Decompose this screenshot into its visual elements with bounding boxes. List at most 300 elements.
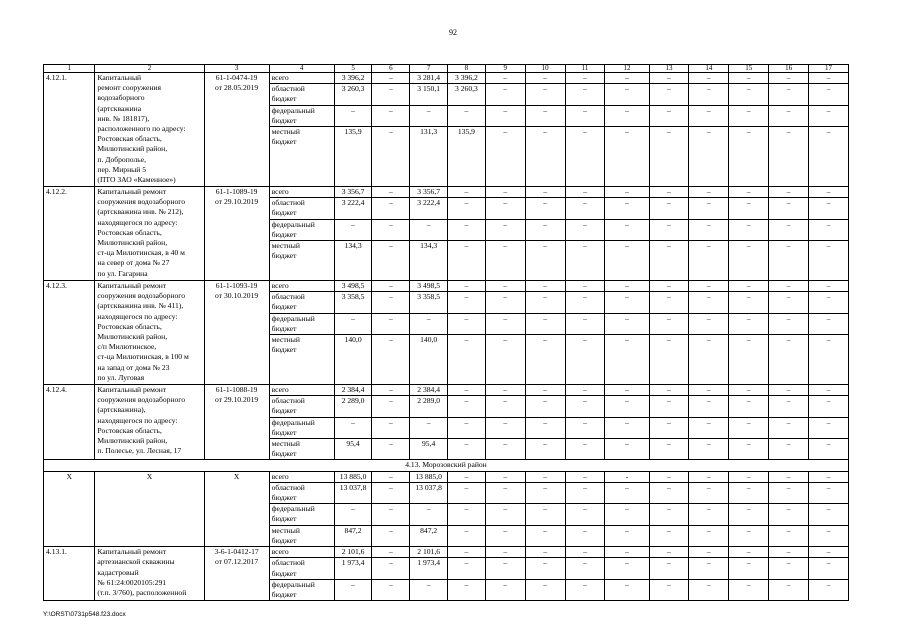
document-ref: 61-1-1089-19 от 29.10.2019 [204,187,269,281]
value-col-12: – [605,187,649,198]
value-col-12: – [605,105,649,126]
value-col-9: – [485,313,525,334]
value-col-8: – [448,579,486,600]
value-col-14: – [689,84,729,105]
value-col-14: – [689,73,729,84]
value-col-5: 13 037,8 [334,482,372,503]
value-col-13: – [649,525,689,546]
value-col-17: – [809,127,849,187]
value-col-12: – [605,84,649,105]
funding-source: всего [269,547,334,558]
value-col-9: – [485,417,525,438]
item-number: 4.12.2. [44,187,95,281]
value-col-6: – [372,547,410,558]
value-col-14: – [689,187,729,198]
value-col-12: – [605,198,649,219]
value-col-16: – [769,84,809,105]
funding-source: всего [269,187,334,198]
value-col-6: – [372,558,410,579]
value-col-10: – [525,417,565,438]
value-col-12: – [605,504,649,525]
value-col-10: – [525,198,565,219]
value-col-6: – [372,471,410,482]
value-col-15: – [729,579,769,600]
value-col-16: – [769,198,809,219]
value-col-17: – [809,558,849,579]
value-col-9: – [485,187,525,198]
value-col-13: – [649,219,689,240]
item-number: 4.12.3. [44,281,95,385]
value-col-8: – [448,241,486,281]
value-col-14: – [689,558,729,579]
value-col-10: – [525,579,565,600]
value-col-13: – [649,335,689,385]
funding-source: областной бюджет [269,558,334,579]
value-col-12: – [605,73,649,84]
value-col-5: 134,3 [334,241,372,281]
value-col-10: – [525,504,565,525]
funding-source: федеральный бюджет [269,219,334,240]
value-col-10: – [525,525,565,546]
object-name: Капитальный ремонт сооружения водозаборного (артскважина инв. № 181817), расположенного по адресу: Ростовская область, Милютинский район, п. Доброполье, пер. Мирный 5 (ПТО ЗАО «Каменное») [95,73,204,187]
value-col-12: – [605,482,649,503]
value-col-15: – [729,525,769,546]
value-col-12: – [605,241,649,281]
value-col-15: – [729,396,769,417]
value-col-7: 2 101,6 [410,547,448,558]
column-number-16: 16 [769,65,809,73]
value-col-10: – [525,187,565,198]
value-col-8: 3 396,2 [448,73,486,84]
value-col-17: – [809,84,849,105]
value-col-13: – [649,198,689,219]
value-col-11: – [565,547,605,558]
value-col-6: – [372,396,410,417]
value-col-14: – [689,313,729,334]
value-col-15: – [729,482,769,503]
value-col-15: – [729,241,769,281]
value-col-14: – [689,105,729,126]
value-col-17: – [809,417,849,438]
value-col-13: – [649,73,689,84]
funding-source: местный бюджет [269,525,334,546]
value-col-12: – [605,281,649,292]
value-col-15: – [729,281,769,292]
value-col-15: – [729,313,769,334]
value-col-15: – [729,504,769,525]
column-number-7: 7 [410,65,448,73]
value-col-10: – [525,73,565,84]
value-col-5: – [334,417,372,438]
column-number-3: 3 [204,65,269,73]
column-number-15: 15 [729,65,769,73]
value-col-17: – [809,105,849,126]
value-col-12: – [605,558,649,579]
value-col-17: – [809,281,849,292]
item-number: Х [44,471,95,546]
value-col-10: – [525,105,565,126]
value-col-13: – [649,313,689,334]
value-col-5: – [334,579,372,600]
value-col-16: – [769,525,809,546]
value-col-8: – [448,219,486,240]
funding-source: всего [269,73,334,84]
value-col-5: 140,0 [334,335,372,385]
column-number-11: 11 [565,65,605,73]
value-col-11: – [565,198,605,219]
value-col-5: 847,2 [334,525,372,546]
value-col-8: – [448,198,486,219]
value-col-16: – [769,187,809,198]
value-col-12: – [605,127,649,187]
value-col-6: – [372,313,410,334]
value-col-11: – [565,471,605,482]
value-col-10: – [525,127,565,187]
value-col-13: – [649,471,689,482]
value-col-17: – [809,396,849,417]
value-col-6: – [372,292,410,313]
column-number-4: 4 [269,65,334,73]
value-col-9: – [485,471,525,482]
value-col-17: – [809,525,849,546]
value-col-10: – [525,547,565,558]
value-col-9: – [485,292,525,313]
value-col-11: – [565,241,605,281]
funding-source: областной бюджет [269,292,334,313]
value-col-7: 3 356,7 [410,187,448,198]
value-col-12: – [605,579,649,600]
value-col-17: – [809,439,849,460]
value-col-12: – [605,417,649,438]
value-col-10: – [525,84,565,105]
value-col-11: – [565,127,605,187]
value-col-7: 13 885,0 [410,471,448,482]
value-col-11: – [565,504,605,525]
value-col-8: – [448,187,486,198]
column-number-1: 1 [44,65,95,73]
value-col-15: – [729,417,769,438]
value-col-6: – [372,335,410,385]
value-col-10: – [525,313,565,334]
value-col-11: – [565,417,605,438]
value-col-11: – [565,281,605,292]
value-col-14: – [689,482,729,503]
value-col-14: – [689,335,729,385]
value-col-14: – [689,198,729,219]
funding-source: федеральный бюджет [269,417,334,438]
value-col-7: 131,3 [410,127,448,187]
value-col-13: – [649,385,689,396]
page-number: 92 [449,28,457,37]
value-col-9: – [485,84,525,105]
value-col-5: 3 358,5 [334,292,372,313]
value-col-15: – [729,335,769,385]
value-col-11: – [565,105,605,126]
value-col-14: – [689,504,729,525]
value-col-14: – [689,219,729,240]
value-col-11: – [565,84,605,105]
document-ref: 61-1-1088-19 от 29.10.2019 [204,385,269,460]
value-col-8: – [448,396,486,417]
value-col-11: – [565,396,605,417]
value-col-7: 3 281,4 [410,73,448,84]
value-col-7: – [410,313,448,334]
value-col-5: 2 289,0 [334,396,372,417]
funding-source: местный бюджет [269,127,334,187]
value-col-16: – [769,105,809,126]
value-col-13: – [649,127,689,187]
value-col-17: – [809,504,849,525]
value-col-5: 2 384,4 [334,385,372,396]
value-col-14: – [689,579,729,600]
value-col-9: – [485,439,525,460]
value-col-16: – [769,335,809,385]
value-col-6: – [372,84,410,105]
value-col-11: – [565,525,605,546]
value-col-9: – [485,198,525,219]
table-row [44,73,849,84]
value-col-13: – [649,396,689,417]
object-name: Х [95,471,204,546]
value-col-10: – [525,292,565,313]
value-col-13: – [649,417,689,438]
value-col-10: – [525,471,565,482]
value-col-17: – [809,219,849,240]
value-col-11: – [565,219,605,240]
value-col-9: – [485,73,525,84]
value-col-6: – [372,219,410,240]
value-col-17: – [809,241,849,281]
item-number: 4.13.1. [44,547,95,601]
value-col-15: – [729,219,769,240]
funding-source: федеральный бюджет [269,105,334,126]
value-col-14: – [689,385,729,396]
value-col-8: – [448,558,486,579]
funding-source: областной бюджет [269,396,334,417]
value-col-16: – [769,471,809,482]
value-col-10: – [525,558,565,579]
value-col-12: – [605,439,649,460]
value-col-14: – [689,241,729,281]
value-col-6: – [372,73,410,84]
value-col-14: – [689,471,729,482]
value-col-15: – [729,73,769,84]
value-col-9: – [485,482,525,503]
document-ref: 61-1-1093-19 от 30.10.2019 [204,281,269,385]
value-col-7: 3 222,4 [410,198,448,219]
value-col-11: – [565,385,605,396]
value-col-11: – [565,439,605,460]
value-col-13: – [649,504,689,525]
table-row [44,471,849,482]
value-col-11: – [565,558,605,579]
funding-source: местный бюджет [269,335,334,385]
value-col-5: – [334,504,372,525]
value-col-16: – [769,482,809,503]
value-col-6: – [372,504,410,525]
value-col-5: 1 973,4 [334,558,372,579]
footer-path: Y:\ORST\0731p548.f23.docx [43,611,126,618]
funding-source: всего [269,281,334,292]
value-col-17: – [809,335,849,385]
funding-source: федеральный бюджет [269,579,334,600]
value-col-7: 3 498,5 [410,281,448,292]
value-col-5: – [334,105,372,126]
value-col-5: 3 498,5 [334,281,372,292]
value-col-15: – [729,187,769,198]
value-col-12: – [605,313,649,334]
value-col-11: – [565,313,605,334]
value-col-16: – [769,292,809,313]
value-col-16: – [769,504,809,525]
value-col-16: – [769,219,809,240]
document-ref: Х [204,471,269,546]
value-col-15: – [729,292,769,313]
value-col-15: – [729,439,769,460]
value-col-13: – [649,482,689,503]
table-row [44,547,849,558]
value-col-11: – [565,335,605,385]
column-number-2: 2 [95,65,204,73]
value-col-17: – [809,482,849,503]
item-number: 4.12.4. [44,385,95,460]
value-col-8: – [448,281,486,292]
value-col-8: – [448,504,486,525]
value-col-10: – [525,439,565,460]
value-col-16: – [769,281,809,292]
value-col-7: 1 973,4 [410,558,448,579]
funding-source: местный бюджет [269,241,334,281]
value-col-11: – [565,482,605,503]
value-col-13: – [649,187,689,198]
value-col-9: – [485,504,525,525]
value-col-16: – [769,73,809,84]
column-number-12: 12 [605,65,649,73]
value-col-5: 95,4 [334,439,372,460]
value-col-6: – [372,187,410,198]
column-number-6: 6 [372,65,410,73]
value-col-16: – [769,558,809,579]
table-row [44,187,849,198]
value-col-13: – [649,547,689,558]
value-col-15: – [729,84,769,105]
value-col-5: 135,9 [334,127,372,187]
value-col-8: 3 260,3 [448,84,486,105]
value-col-6: – [372,417,410,438]
value-col-6: – [372,105,410,126]
value-col-6: – [372,385,410,396]
value-col-9: – [485,105,525,126]
value-col-7: 3 358,5 [410,292,448,313]
value-col-14: – [689,525,729,546]
value-col-16: – [769,385,809,396]
funding-source: областной бюджет [269,84,334,105]
value-col-16: – [769,439,809,460]
value-col-14: – [689,281,729,292]
value-col-8: – [448,482,486,503]
value-col-8: – [448,547,486,558]
value-col-6: – [372,439,410,460]
document-ref: 3-6-1-0412-17 от 07.12.2017 [204,547,269,601]
value-col-6: – [372,241,410,281]
value-col-11: – [565,579,605,600]
funding-source: всего [269,385,334,396]
value-col-9: – [485,579,525,600]
item-number: 4.12.1. [44,73,95,187]
value-col-17: – [809,471,849,482]
column-number-14: 14 [689,65,729,73]
value-col-7: 2 289,0 [410,396,448,417]
value-col-13: – [649,579,689,600]
document-ref: 61-1-0474-19 от 28.05.2019 [204,73,269,187]
table-row [44,385,849,396]
value-col-14: – [689,396,729,417]
value-col-9: – [485,558,525,579]
value-col-8: 135,9 [448,127,486,187]
value-col-15: – [729,105,769,126]
funding-source: федеральный бюджет [269,504,334,525]
table-row [44,281,849,292]
value-col-8: – [448,292,486,313]
value-col-15: – [729,471,769,482]
value-col-17: – [809,385,849,396]
value-col-7: – [410,504,448,525]
value-col-5: 3 222,4 [334,198,372,219]
value-col-5: 2 101,6 [334,547,372,558]
column-number-9: 9 [485,65,525,73]
value-col-12: – [605,396,649,417]
value-col-14: – [689,127,729,187]
value-col-13: – [649,558,689,579]
value-col-16: – [769,313,809,334]
value-col-9: – [485,385,525,396]
value-col-8: – [448,105,486,126]
header-row [44,65,849,73]
value-col-12: – [605,335,649,385]
object-name: Капитальный ремонт сооружения водозаборного (артскважина инв. № 212), находящегося по адресу: Ростовская область, Милютинский район, ст-ца Милютинская, в 40 м на север от дома № 27 по ул. Гагарина [95,187,204,281]
value-col-7: 847,2 [410,525,448,546]
value-col-6: – [372,198,410,219]
value-col-10: – [525,396,565,417]
value-col-15: – [729,127,769,187]
value-col-13: – [649,439,689,460]
value-col-17: – [809,547,849,558]
value-col-9: – [485,127,525,187]
value-col-7: 140,0 [410,335,448,385]
value-col-8: – [448,525,486,546]
column-number-5: 5 [334,65,372,73]
value-col-13: – [649,281,689,292]
value-col-8: – [448,335,486,385]
value-col-5: 13 885,0 [334,471,372,482]
value-col-5: – [334,219,372,240]
value-col-16: – [769,127,809,187]
value-col-17: – [809,292,849,313]
column-number-17: 17 [809,65,849,73]
value-col-13: – [649,241,689,281]
value-col-12: – [605,292,649,313]
value-col-9: – [485,241,525,281]
value-col-6: – [372,579,410,600]
object-name: Капитальный ремонт сооружения водозаборного (артскважина), находящегося по адресу: Ростовская область, Милютинский район, п. Полесье, ул. Лесная, 17 [95,385,204,460]
value-col-9: – [485,219,525,240]
value-col-6: – [372,525,410,546]
value-col-10: – [525,385,565,396]
value-col-7: 134,3 [410,241,448,281]
value-col-13: – [649,105,689,126]
value-col-5: 3 260,3 [334,84,372,105]
value-col-10: – [525,241,565,281]
